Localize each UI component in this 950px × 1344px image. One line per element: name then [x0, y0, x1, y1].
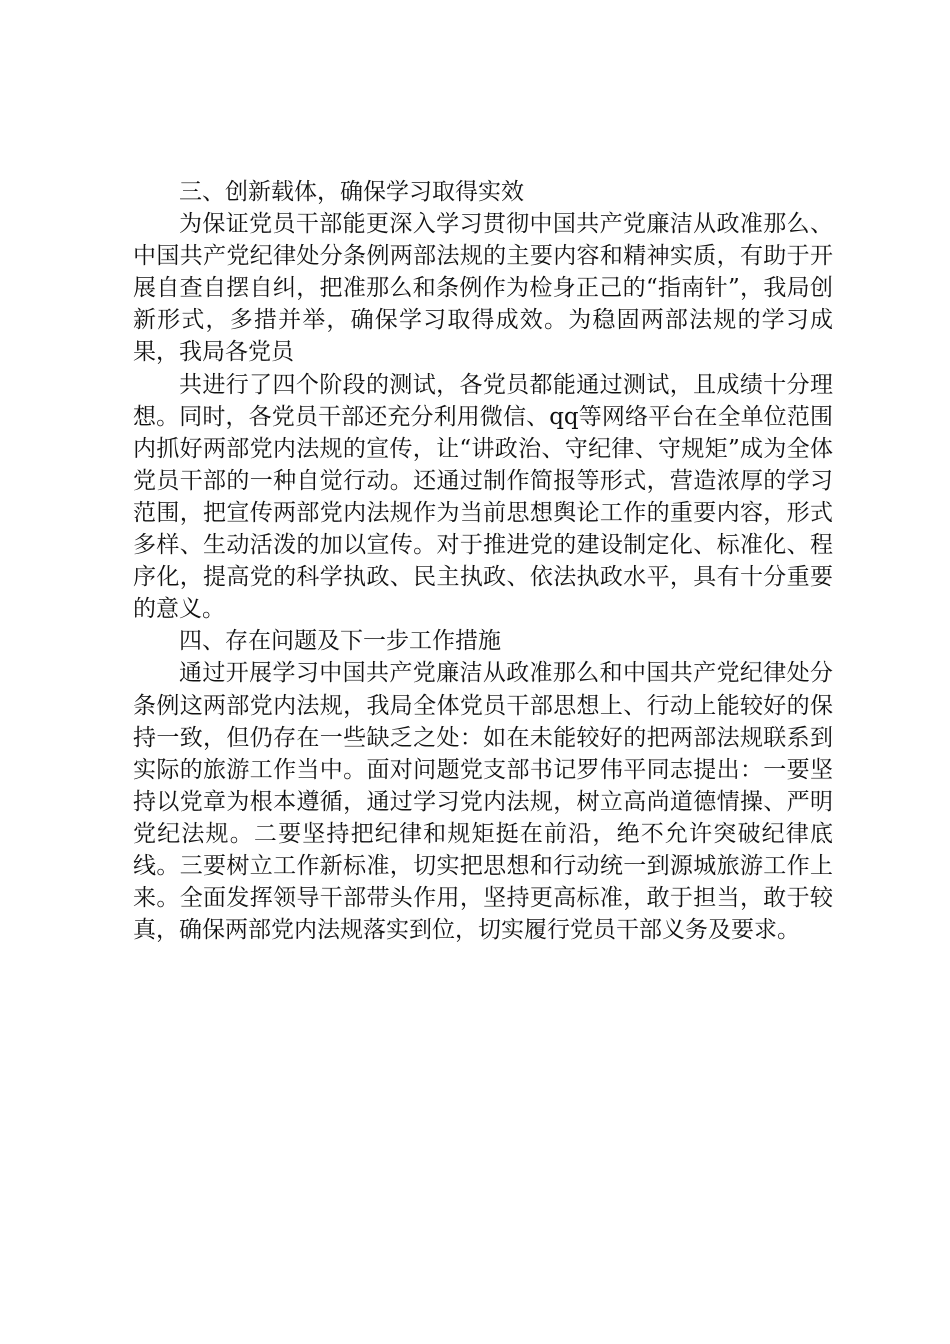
document-body — [133, 176, 833, 946]
section-heading-3: 三、创新载体，确保学习取得实效 — [179, 179, 524, 205]
paragraph-3-2: 共进行了四个阶段的测试，各党员都能通过测试，且成绩十分理想。同时，各党员干部还充分利用微信、qq等网络平台在全单位范围内抓好两部党内法规的宣传，让“讲政治、守纪律、守规矩”成为全体党员干部的一种自觉行动。还通过制作简报等形式，营造浓厚的学习范围，把宣传两部党内法规作为当前思想舆论工作的重要内容，形式多样、生动活泼的加以宣传。对于推进党的建设制定化、标准化、程序化，提高党的科学执政、民主执政、依法执政水平，具有十分重要的意义。 — [133, 371, 833, 623]
paragraph-3-1: 为保证党员干部能更深入学习贯彻中国共产党廉洁从政准那么、中国共产党纪律处分条例两部法规的主要内容和精神实质，有助于开展自查自摆自纠，把准那么和条例作为检身正己的“指南针”，我局创新形式，多措并举，确保学习取得成效。为稳固两部法规的学习成果，我局各党员 — [133, 211, 833, 366]
section-heading-4: 四、存在问题及下一步工作措施 — [179, 628, 501, 655]
paragraph-4-1: 通过开展学习中国共产党廉洁从政准那么和中国共产党纪律处分条例这两部党内法规，我局全体党员干部思想上、行动上能较好的保持一致，但仍存在一些缺乏之处：如在未能较好的把两部法规联系到实际的旅游工作当中。面对问题党支部书记罗伟平同志提出：一要坚持以党章为根本遵循，通过学习党内法规，树立高尚道德情操、严明党纪法规。二要坚持把纪律和规矩挺在前沿，绝不允许突破纪律底线。三要树立工作新标准，切实把思想和行动统一到源城旅游工作上来。全面发挥领导干部带头作用，坚持更高标准，敢于担当，敢于较真，确保两部党内法规落实到位，切实履行党员干部义务及要求。 — [133, 660, 833, 944]
